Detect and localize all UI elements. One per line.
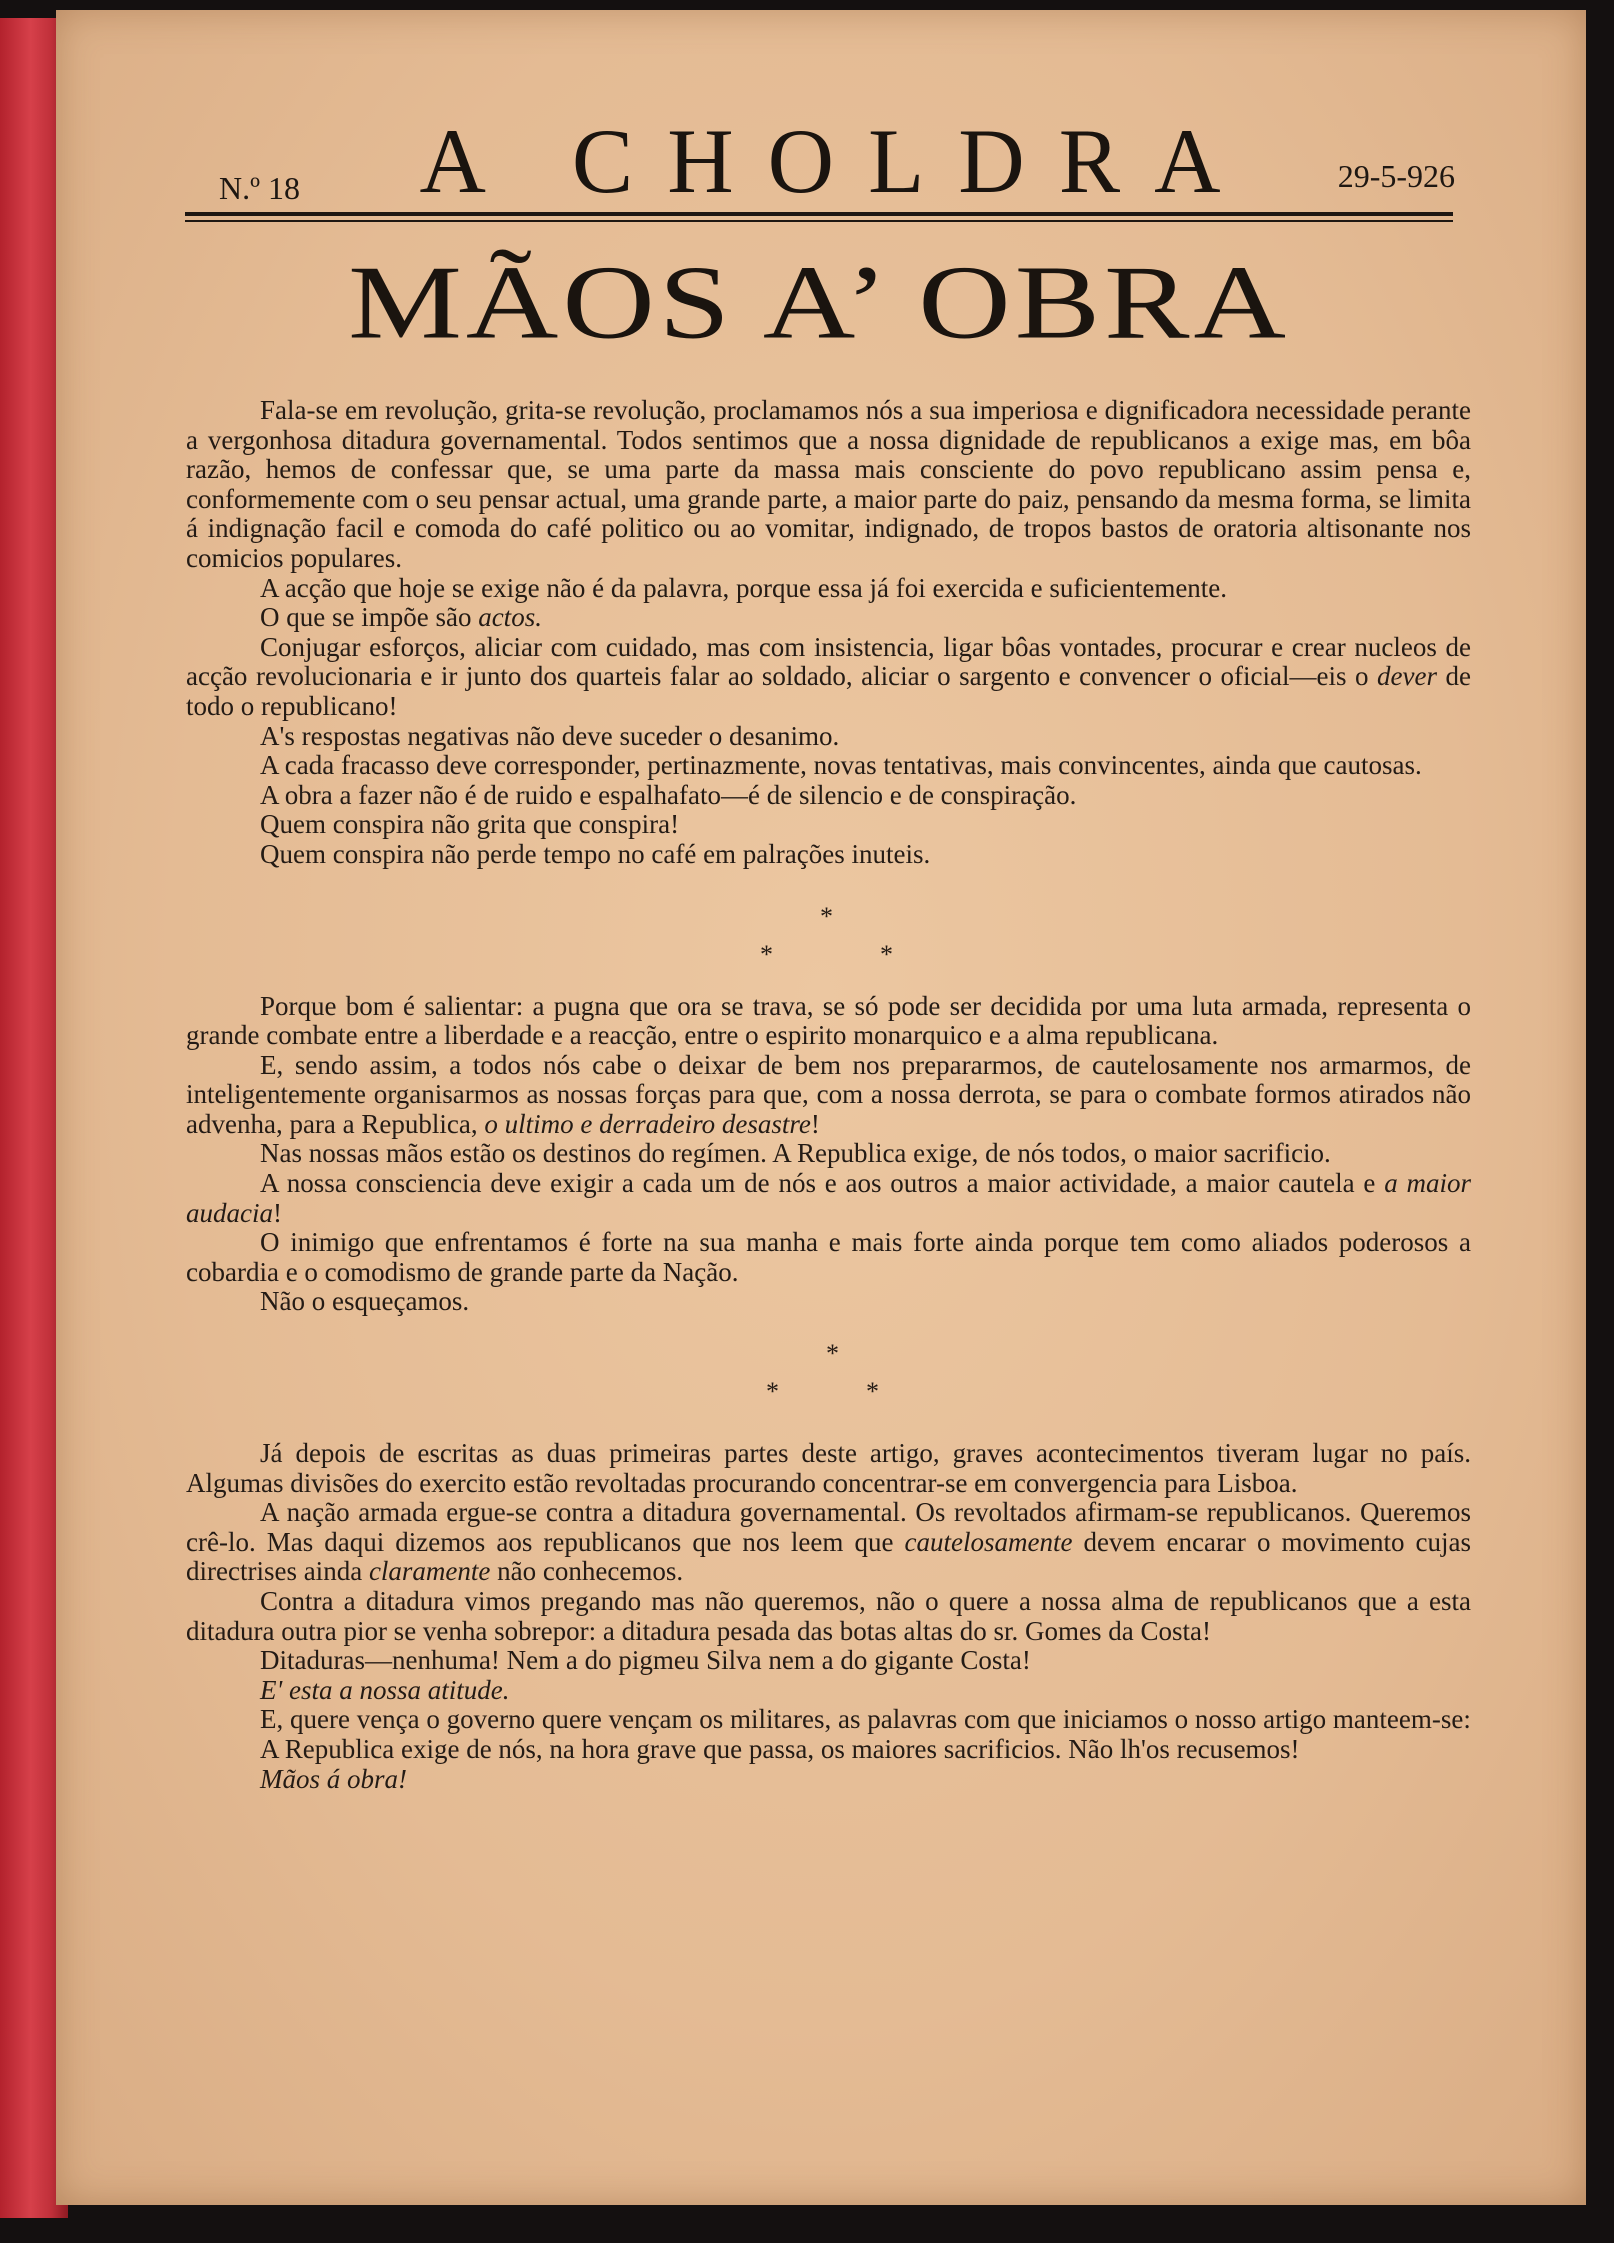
newspaper-title: A CHOLDRA [419, 110, 1255, 212]
paragraph: Porque bom é salientar: a pugna que ora se trava, se só pode ser decidida por uma luta armada, representa o grande combate entre a liberdade e a reacção, entre o espirito monarquico e a alma republicana. [186, 990, 1471, 1051]
emphasis: o ultimo e derradeiro desastre [484, 1108, 811, 1139]
paragraph [186, 603, 1471, 633]
paragraph: A acção que hoje se exige não é da palavra, porque essa já foi exercida e suficientemente. [260, 572, 1228, 603]
asterisk: * [866, 1377, 879, 1407]
emphasis: E' esta a nossa atitude. [260, 1674, 510, 1705]
paragraph: A's respostas negativas não deve suceder o desanimo. [260, 720, 840, 751]
asterisk: * [766, 1377, 779, 1407]
paragraph [186, 1498, 1471, 1587]
paragraph: E, quere vença o governo quere vençam os militares, as palavras com que iniciamos o nosso artigo manteem-se: [260, 1704, 1471, 1735]
paragraph: A Republica exige de nós, na hora grave que passa, os maiores sacrificios. Não lh'os recusemos! [260, 1733, 1300, 1764]
paragraph: Contra a ditadura vimos pregando mas não queremos, não o quere a nossa alma de republicanos que a esta ditadura outra pior se venha sobrepor: a ditadura pesada das botas altas do sr. Gomes da Costa! [186, 1586, 1471, 1646]
text-run: O que se impõe são [260, 602, 479, 633]
masthead [185, 108, 1455, 213]
paragraph: Quem conspira não perde tempo no café em palrações inuteis. [260, 838, 931, 869]
asterisk: * [820, 901, 833, 931]
article-body [186, 396, 1471, 1794]
paragraph [186, 1765, 1471, 1795]
asterisk: * [760, 939, 773, 969]
asterisk: * [880, 939, 893, 969]
text-run: E, sendo assim, a todos nós cabe o deixar de bem nos prepararmos, de cautelosamente nos armarmos, de inteligentemente organisarmos as nossas forças para que, com a nossa derrota, se para o combate formos atirados não advenha, para a Republica, [186, 1049, 1471, 1139]
paragraph [186, 1051, 1471, 1140]
section-separator [186, 870, 1471, 992]
paragraph: Nas nossas mãos estão os destinos do regímen. A Republica exige, de nós todos, o maior sacrificio. [260, 1138, 1331, 1169]
masthead-rule-thick [185, 212, 1453, 216]
paragraph: Fala-se em revolução, grita-se revolução, proclamamos nós a sua imperiosa e dignificadora necessidade perante a vergonhosa ditadura governamental. Todos sentimos que a nossa dignidade de republicanos a exige mas, em bôa razão, hemos de confessar que, se uma parte da massa mais consciente do povo republicano assim pensa e, conformemente com o seu pensar actual, uma grande parte, a maior parte do paiz, pensando da mesma forma, se limita á indignação facil e comoda do café politico ou ao vomitar, indignado, de tropos bastos de oratoria altisonante nos comicios populares. [186, 395, 1471, 573]
paragraph: Já depois de escritas as duas primeiras partes deste artigo, graves acontecimentos tiveram lugar no país. Algumas divisões do exercito estão revoltadas procurando concentrar-se em convergencia para Lisboa. [186, 1438, 1471, 1498]
masthead-rule-thin [185, 220, 1453, 222]
paragraph [186, 633, 1471, 722]
text-run: Conjugar esforços, aliciar com cuidado, mas com insistencia, ligar bôas vontades, procurar e crear nucleos de acção revolucionaria e ir junto dos quarteis falar ao soldado, aliciar o sargento e convencer o oficial—eis o [186, 631, 1471, 692]
text-run: ! [810, 1108, 820, 1139]
text-run: A nação armada ergue-se contra a ditadura governamental. Os revoltados afirmam-se republicanos. Queremos crê-lo. Mas daqui dizemos aos republicanos que nos leem que [186, 1497, 1471, 1557]
text-run: de todo o republicano! [186, 661, 1471, 721]
paragraph [186, 1676, 1471, 1706]
text-run: ! [273, 1197, 282, 1228]
issue-date: 29-5-926 [1337, 158, 1455, 194]
paragraph [186, 1169, 1471, 1228]
emphasis: a maior audacia [186, 1168, 1471, 1228]
paragraph: A cada fracasso deve corresponder, pertinazmente, novas tentativas, mais convincentes, ainda que cautosas. [260, 750, 1422, 781]
emphasis: actos. [478, 602, 542, 633]
emphasis: claramente [368, 1556, 491, 1587]
text-run: devem encarar o movimento cujas directrises ainda [186, 1526, 1471, 1587]
asterisk: * [826, 1339, 839, 1369]
paragraph: Ditaduras—nenhuma! Nem a do pigmeu Silva nem a do gigante Costa! [260, 1645, 1031, 1676]
emphasis: cautelosamente [904, 1526, 1073, 1557]
emphasis: dever [1377, 661, 1437, 692]
paragraph: Quem conspira não grita que conspira! [260, 809, 680, 840]
paragraph: Não o esqueçamos. [260, 1286, 470, 1317]
emphasis: Mãos á obra! [260, 1763, 407, 1794]
text-run: não conhecemos. [490, 1556, 684, 1587]
paragraph: A obra a fazer não é de ruido e espalhafato—é de silencio e de conspiração. [260, 779, 1077, 810]
text-run: A nossa consciencia deve exigir a cada um de nós e aos outros a maior actividade, a maior cautela e [260, 1168, 1385, 1199]
paragraph: O inimigo que enfrentamos é forte na sua manha e mais forte ainda porque tem como aliados poderosos a cobardia e o comodismo de grande parte da Nação. [186, 1227, 1471, 1287]
section-separator [186, 1317, 1471, 1439]
issue-number: N.º 18 [219, 170, 301, 206]
article-headline: MÃOS A’ OBRA [348, 244, 1290, 361]
